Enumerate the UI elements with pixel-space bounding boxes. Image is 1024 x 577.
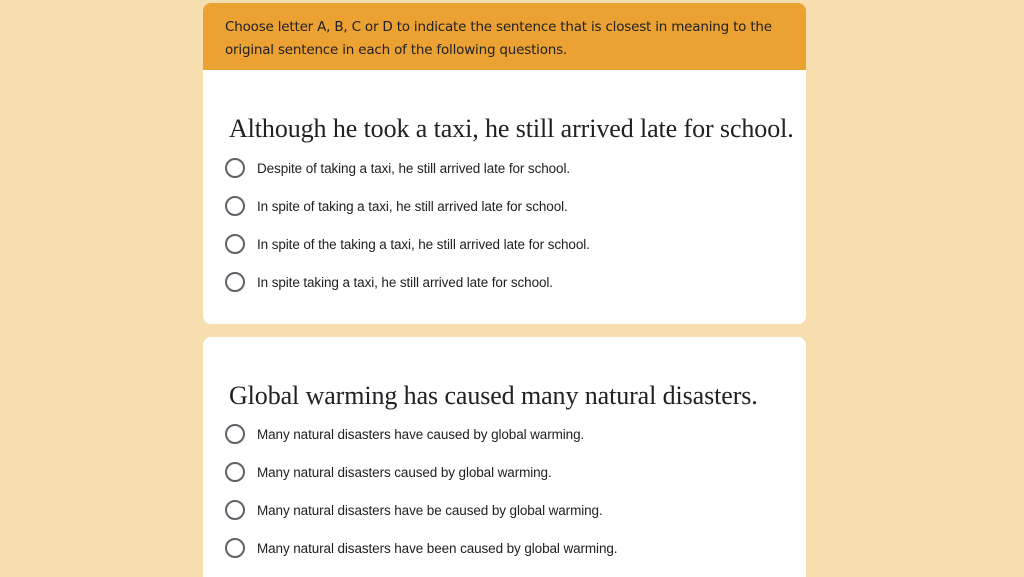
option-label: In spite of taking a taxi, he still arrived late for school. bbox=[257, 198, 568, 214]
option-a[interactable] bbox=[225, 422, 584, 446]
radio-unchecked-icon[interactable] bbox=[225, 462, 245, 482]
radio-unchecked-icon[interactable] bbox=[225, 538, 245, 558]
option-label: In spite taking a taxi, he still arrived late for school. bbox=[257, 274, 553, 290]
option-d[interactable] bbox=[225, 536, 617, 560]
question-title: Global warming has caused many natural disasters. bbox=[229, 381, 758, 410]
radio-unchecked-icon[interactable] bbox=[225, 424, 245, 444]
option-label: Many natural disasters have been caused by global warming. bbox=[257, 540, 618, 556]
question-title: Although he took a taxi, he still arrived late for school. bbox=[229, 114, 794, 143]
section-instructions: Choose letter A, B, C or D to indicate the sentence that is closest in meaning to the original sentence in each of the following questions. bbox=[225, 19, 772, 58]
option-a[interactable] bbox=[225, 156, 570, 180]
question-card-1 bbox=[203, 70, 806, 324]
option-c[interactable] bbox=[225, 232, 590, 256]
radio-unchecked-icon[interactable] bbox=[225, 158, 245, 178]
option-label: In spite of the taking a taxi, he still arrived late for school. bbox=[257, 236, 590, 252]
option-label: Many natural disasters caused by global warming. bbox=[257, 464, 552, 480]
option-d[interactable] bbox=[225, 270, 553, 294]
radio-unchecked-icon[interactable] bbox=[225, 272, 245, 292]
radio-unchecked-icon[interactable] bbox=[225, 234, 245, 254]
section-header bbox=[203, 3, 806, 70]
option-label: Many natural disasters have be caused by global warming. bbox=[257, 502, 603, 518]
radio-unchecked-icon[interactable] bbox=[225, 500, 245, 520]
option-b[interactable] bbox=[225, 194, 568, 218]
option-b[interactable] bbox=[225, 460, 552, 484]
option-label: Many natural disasters have caused by global warming. bbox=[257, 426, 585, 442]
option-c[interactable] bbox=[225, 498, 603, 522]
radio-unchecked-icon[interactable] bbox=[225, 196, 245, 216]
option-label: Despite of taking a taxi, he still arrived late for school. bbox=[257, 160, 571, 176]
question-card-2 bbox=[203, 337, 806, 577]
